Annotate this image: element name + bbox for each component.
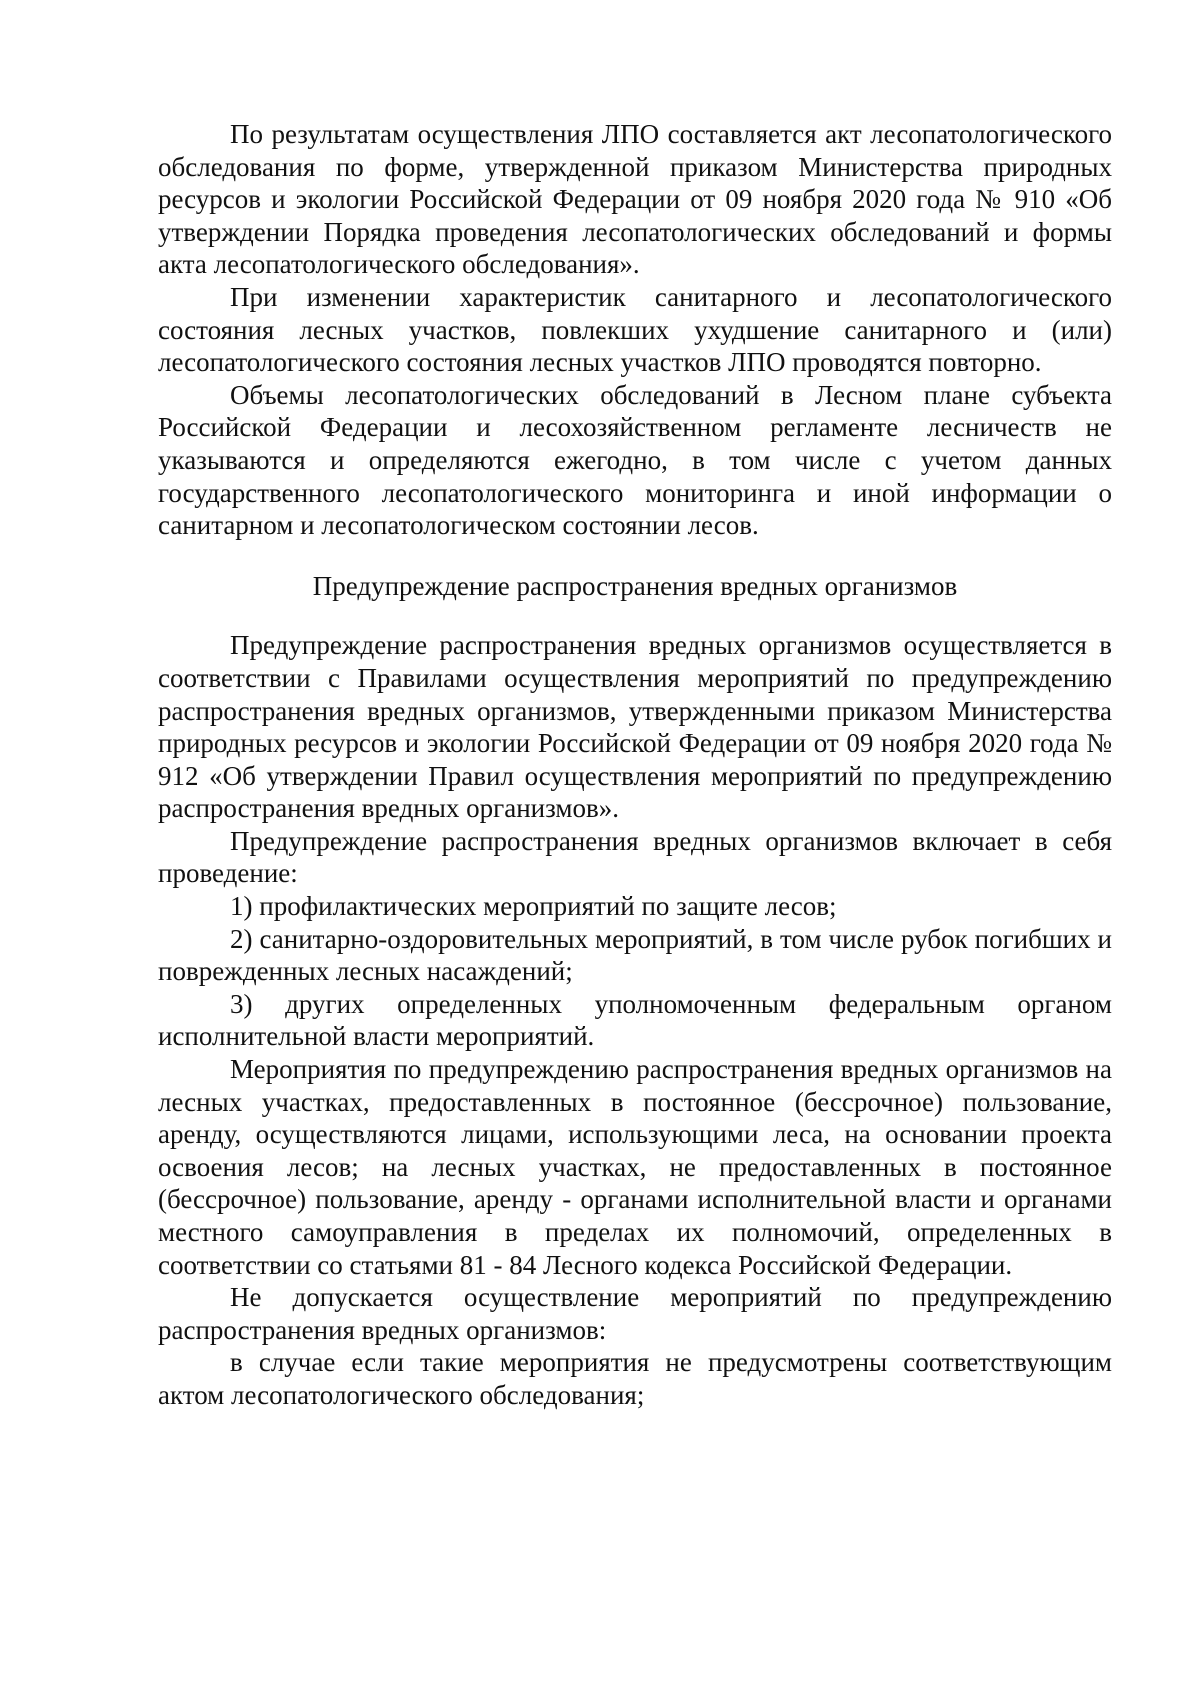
paragraph: Не допускается осуществление мероприятий по предупреждению распространения вредных организмов: [158, 1282, 1112, 1345]
paragraph: Мероприятия по предупреждению распространения вредных организмов на лесных участках, предоставленных в постоянное (бессрочное) пользование, аренду, осуществляются лицами, использующими леса, на основании проекта освоения лесов; на лесных участках, не предоставленных в постоянное (бессрочное) пользование, аренду - органами исполнительной власти и органами местного самоуправления в пределах их полномочий, определенных в соответствии со статьями 81 - 84 Лесного кодекса Российской Федерации. [158, 1054, 1112, 1280]
list-item: 2) санитарно-оздоровительных мероприятий, в том числе рубок погибших и поврежденных лесных насаждений; [158, 923, 1112, 987]
paragraph: По результатам осуществления ЛПО составляется акт лесопатологического обследования по форме, утвержденной приказом Министерства природных ресурсов и экологии Российской Федерации от 09 ноября 2020 года № 910 «Об утверждении Порядка проведения лесопатологических обследований и формы акта лесопатологического обследования». [158, 119, 1112, 280]
paragraph: в случае если такие мероприятия не предусмотрены соответствующим актом лесопатологического обследования; [158, 1347, 1112, 1410]
paragraph: Предупреждение распространения вредных организмов включает в себя проведение: [158, 825, 1112, 889]
list-item: 1) профилактических мероприятий по защите лесов; [230, 891, 837, 922]
list-item: 3) других определенных уполномоченным федеральным органом исполнительной власти мероприятий. [158, 988, 1112, 1052]
section-heading: Предупреждение распространения вредных организмов [312, 570, 958, 601]
paragraph: При изменении характеристик санитарного и лесопатологического состояния лесных участков, повлекших ухудшение санитарного и (или) лесопатологического состояния лесных участков ЛПО проводятся повторно. [158, 281, 1112, 378]
document-page [158, 118, 1112, 1412]
paragraph: Предупреждение распространения вредных организмов осуществляется в соответствии с Правилами осуществления мероприятий по предупреждению распространения вредных организмов, утвержденными приказом Министерства природных ресурсов и экологии Российской Федерации от 09 ноября 2020 года № 912 «Об утверждении Правил осуществления мероприятий по предупреждению распространения вредных организмов». [158, 630, 1112, 824]
paragraph: Объемы лесопатологических обследований в Лесном плане субъекта Российской Федерации и лесохозяйственном регламенте лесничеств не указываются и определяются ежегодно, в том числе с учетом данных государственного лесопатологического мониторинга и иной информации о санитарном и лесопатологическом состоянии лесов. [158, 379, 1112, 541]
